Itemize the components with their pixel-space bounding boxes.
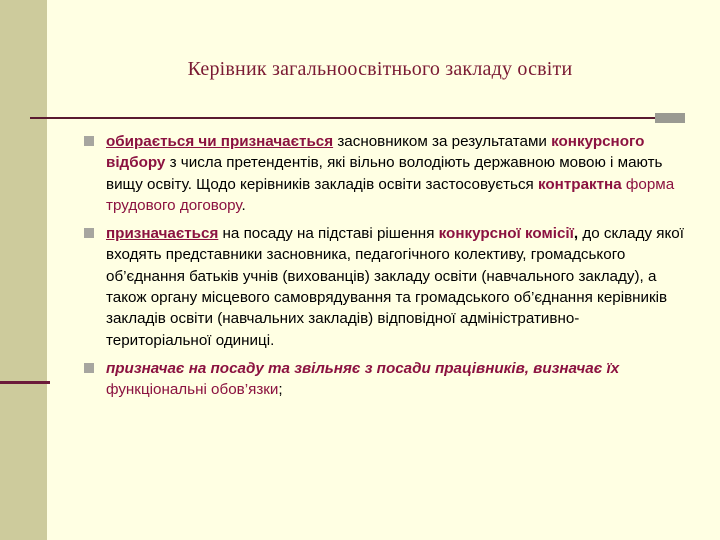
body-text: ; <box>278 381 283 399</box>
square-bullet-icon <box>84 363 94 373</box>
emphasis-text: обирається чи призначається <box>106 133 334 150</box>
body-text: з числа претендентів, які вільно володіють державною мовою і мають вищу освіту. Щодо керівників закладів освіти застосовується <box>106 154 663 193</box>
emphasis-text: призначає на посаду та звільняє з посади працівників, визначає їх <box>106 359 620 377</box>
emphasis-text: конкурсної комісії <box>438 225 574 243</box>
body-text: на посаду на підставі рішення <box>218 225 439 243</box>
title-divider-end-block <box>655 113 685 123</box>
list-item <box>84 223 684 351</box>
sidebar-rule <box>0 381 50 384</box>
emphasis-text: призначається <box>106 225 219 243</box>
bullet-list <box>84 131 684 401</box>
page-title: Керівник загальноосвітнього закладу освіти <box>187 58 573 80</box>
emphasis-text: контрактна <box>538 175 622 193</box>
square-bullet-icon <box>84 228 94 238</box>
sidebar-decoration <box>0 0 47 540</box>
body-text: . <box>241 196 246 214</box>
highlight-text: форма трудового договору <box>106 175 675 214</box>
list-item <box>84 358 684 401</box>
title-divider <box>30 117 685 119</box>
square-bullet-icon <box>84 136 94 146</box>
body-text: , <box>573 225 579 243</box>
slide-content <box>84 131 684 408</box>
body-text: засновником за результатами <box>333 133 552 150</box>
list-item <box>84 131 684 216</box>
highlight-text: функціональні обов’язки <box>106 381 279 399</box>
body-text: до складу якої входять представники засновника, педагогічного колективу, громадського об’єднання батьків учнів (вихованців) закладу освіти (навчального закладу), а також органу місцевого самоврядування та громадського об’єднання керівників закладів освіти (навчальних закладів) відповідної адміністративно-територіальної одиниці. <box>106 225 684 349</box>
emphasis-text: конкурсного відбору <box>106 133 645 172</box>
